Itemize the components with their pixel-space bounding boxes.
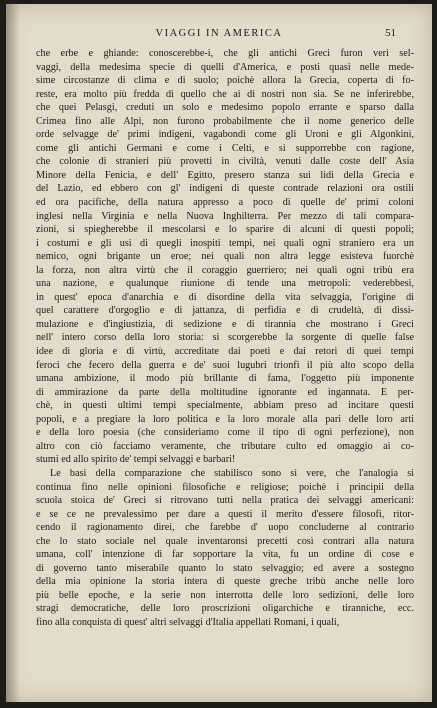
- text-line: più belle epoche, e la serie non interrotta delle loro sedizioni, delle loro: [36, 589, 414, 601]
- text-line: della mia opinione la storia intera di queste greche tribù anche nelle loro: [36, 576, 414, 588]
- text-line: nemico, ogni brigante un eroe; nei quali non altra legge esisteva fuorchè: [36, 251, 414, 263]
- text-line: mulazione e d'ingiustizia, di sedizione e di tirannia che mostrano i Greci: [36, 318, 414, 330]
- text-line: nell' intero corso della loro storia: si scorgerebbe la sorgente di quelle false: [36, 332, 414, 344]
- text-line: orde selvagge de' primi indigeni, vagabondi come gli Uroni e gli Algonkini,: [36, 129, 414, 141]
- text-line: umana ambizione, il modo più brillante di fama, l'oggetto più imponente: [36, 373, 414, 385]
- text-line: Le basi della comparazione che stabilisco sono sì vere, che l'analogia si: [50, 467, 414, 479]
- text-line: stragi democratiche, delle loro proscrizioni oligarchiche e tiranniche, ecc.: [36, 603, 414, 615]
- running-head: [36, 28, 402, 42]
- text-line: di ammirazione da parte della moltitudine ignorante ed ingannata. E per-: [36, 386, 414, 398]
- text-line: sime circostanze di clima e di suolo; poichè allora la Grecia, coperta di fo-: [36, 75, 414, 87]
- text-line: reste, era molto più fredda di quello che ai di nostri non sia. Se ne inferirebbe,: [36, 88, 414, 100]
- body-text: [36, 47, 414, 630]
- text-line: zioni, si spiegherebbe il mescolarsi e lo sparire di alcuni di questi popoli;: [36, 224, 414, 236]
- text-line: inglesi nella Virginia e nella Nuova Inghilterra. Per mezzo di tali compara-: [36, 210, 414, 222]
- page-number: 51: [385, 27, 396, 39]
- running-title: VIAGGI IN AMERICA: [155, 28, 283, 39]
- text-line: idee di gloria e di virtù, accreditate dai poeti e dai retori di quei tempi: [36, 346, 414, 358]
- text-line: fino alla conquista di quest' altri selvaggi d'Italia appellati Romani, i quali,: [36, 616, 340, 628]
- text-line: continua fino nelle opinioni filosofiche e religiose; poichè i principii della: [36, 481, 414, 493]
- text-line: scuola stoica de' Greci si ritrovano tutti nella pratica dei selvaggi americani:: [36, 495, 414, 507]
- text-line: del Lazio, ed ebbero con gl' indigeni di queste contrade relazioni ora ostili: [36, 183, 414, 195]
- text-line: ed ora pacifiche, della natura appresso a poco di quelle de' primi coloni: [36, 197, 414, 209]
- text-line: che lo stato sociale nel quale inventaronsi precetti così contrari alla natura: [36, 535, 414, 547]
- text-line: che erbe e ghiande: conoscerebbe-i, che gli antichi Greci furon veri sel-: [36, 48, 414, 59]
- text-line: Crimea fino alle Alpi, non furono probabilmente che il nome generico delle: [36, 115, 414, 127]
- paragraph-1: [36, 47, 414, 467]
- text-line: quel carattere d'orgoglio e di jattanza, di perfidia e di crudeltà, di dissi-: [36, 305, 414, 317]
- text-line: come gli antichi Germani e come i Celti, e si supporrebbe con ragione,: [36, 142, 414, 154]
- text-line: che quei Pelasgi, creduti un solo e medesimo popolo errante e sparso dalla: [36, 102, 414, 114]
- text-line: di governo tanto miserabile quanto lo stato selvaggio; ed avere a sostegno: [36, 562, 414, 574]
- text-line: cendo il ragionamento direi, che farebbe d' uopo concluderne al contrario: [36, 522, 414, 534]
- text-line: Minore della Fenicia, e dell' Egitto, presero stanza sui lidi della Grecia e: [36, 169, 414, 181]
- text-line: una nazione, e qualunque riunione di tende una metropoli: vederebbesi,: [36, 278, 414, 290]
- text-line: stumi ed allo spirito de' tempi selvaggi e barbari!: [36, 454, 236, 466]
- page-spine-shadow: [6, 4, 20, 702]
- text-line: vaggi, della medesima specie di quelli d'America, e posti quasi nelle mede-: [36, 61, 414, 73]
- text-line: feroci che fecero della guerra e de' suoi lugubri trionfi il più alto scopo della: [36, 359, 414, 371]
- book-page: [6, 4, 432, 702]
- text-line: che colonie di stranieri più provetti in civiltà, venuti dalle coste dell' Asia: [36, 156, 414, 168]
- paragraph-2: [36, 467, 414, 630]
- text-line: umana, coll' intenzione di far sopportare la vita, fu un ordine di cose e: [36, 549, 414, 561]
- text-line: popoli, e a pregiare la loro politica e la loro morale alla pari delle loro arti: [36, 413, 414, 425]
- text-line: chè, in questi ultimi tempi specialmente, abbiam preso ad incitare questi: [36, 400, 414, 412]
- text-line: altro con ciò facciamo veramente, che tributare culto ed omaggio ai co-: [36, 440, 414, 452]
- text-line: i costumi e gli usi di quegli inospiti tempi, nei quali ogni straniero era un: [36, 237, 414, 249]
- text-line: e se ce ne prevalessimo per dare a questi il merito d'essere filosofi, ritor-: [36, 508, 414, 520]
- text-line: la forza, non altra virtù che il coraggio guerriero; nei quali ogni tribù era: [36, 264, 414, 276]
- text-line: in quest' epoca d'anarchia e di disordine della vita selvaggia, l'origine di: [36, 291, 414, 303]
- text-line: e della loro poesia (che consideriamo come il tipo di ogni perfezione), non: [36, 427, 414, 439]
